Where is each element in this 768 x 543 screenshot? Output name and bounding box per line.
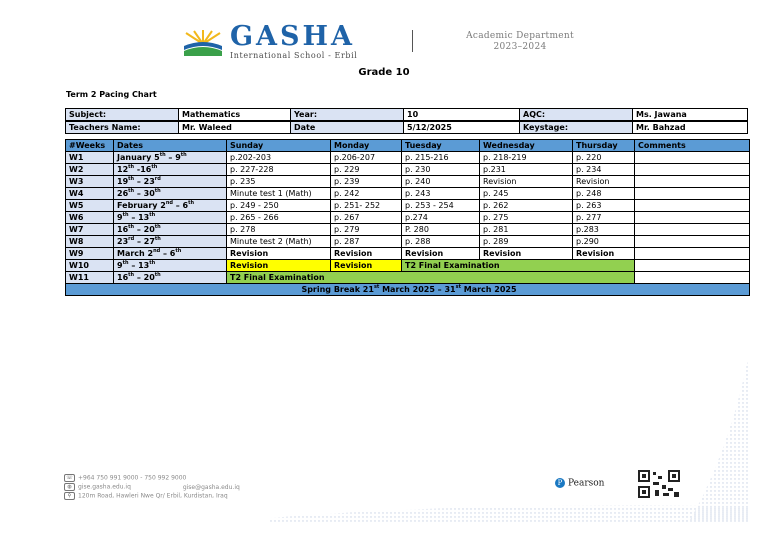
sunday-cell: p. 227-228 xyxy=(227,164,331,176)
department-name: Academic Department xyxy=(466,31,574,41)
keystage-value: Mr. Bahzad xyxy=(633,122,748,134)
department-label xyxy=(430,31,610,53)
globe-icon: ◍ xyxy=(64,483,75,491)
col-wednesday: Wednesday xyxy=(480,140,573,152)
sun-logo-icon xyxy=(182,30,224,56)
tuesday-cell: p. 215-216 xyxy=(402,152,480,164)
pearson-logo xyxy=(555,478,604,489)
monday-cell: p. 279 xyxy=(331,224,402,236)
year-value: 10 xyxy=(404,109,520,121)
subject-label: Subject: xyxy=(66,109,179,121)
dates-cell: 16th – 20th xyxy=(114,272,227,284)
table-row xyxy=(66,224,750,236)
thursday-cell: p. 248 xyxy=(573,188,635,200)
monday-cell: p.206-207 xyxy=(331,152,402,164)
decorative-dots xyxy=(690,350,750,520)
phone-icon: ☏ xyxy=(64,474,75,482)
week-cell: W11 xyxy=(66,272,114,284)
keystage-label: Keystage: xyxy=(520,122,633,134)
wednesday-cell: Revision xyxy=(480,176,573,188)
email-text: gise@gasha.edu.iq xyxy=(182,483,240,491)
decorative-wave xyxy=(270,500,750,522)
wednesday-cell: p. 275 xyxy=(480,212,573,224)
dates-cell: 19th – 23rd xyxy=(114,176,227,188)
header-divider xyxy=(412,30,413,52)
table-row xyxy=(66,164,750,176)
table-row xyxy=(66,212,750,224)
col-tuesday: Tuesday xyxy=(402,140,480,152)
thursday-cell: Revision xyxy=(573,176,635,188)
dates-cell: 26th – 30th xyxy=(114,188,227,200)
col-sunday: Sunday xyxy=(227,140,331,152)
comments-cell xyxy=(635,224,750,236)
tuesday-cell: p. 243 xyxy=(402,188,480,200)
week-cell: W4 xyxy=(66,188,114,200)
week-cell: W7 xyxy=(66,224,114,236)
wednesday-cell: p. 245 xyxy=(480,188,573,200)
monday-cell: p. 251- 252 xyxy=(331,200,402,212)
exam-cell: T2 Final Examination xyxy=(227,272,635,284)
thursday-cell: p. 234 xyxy=(573,164,635,176)
spring-break-text: Spring Break 21st March 2025 – 31st March 2025 xyxy=(301,284,517,294)
comments-cell xyxy=(635,176,750,188)
tuesday-cell: p. 230 xyxy=(402,164,480,176)
sunday-cell: Minute test 2 (Math) xyxy=(227,236,331,248)
week-cell: W2 xyxy=(66,164,114,176)
dates-cell: February 2nd – 6th xyxy=(114,200,227,212)
dates-cell: 12th -16th xyxy=(114,164,227,176)
school-subtitle: International School - Erbil xyxy=(230,51,358,60)
week-cell: W8 xyxy=(66,236,114,248)
col-dates: Dates xyxy=(114,140,227,152)
table-header-row xyxy=(66,140,750,152)
col-monday: Monday xyxy=(331,140,402,152)
thursday-cell: Revision xyxy=(573,248,635,260)
date-label: Date xyxy=(291,122,404,134)
phone-text: +964 750 991 9000 - 750 992 9000 xyxy=(78,474,187,482)
comments-cell xyxy=(635,272,750,284)
sunday-cell: Revision xyxy=(227,248,331,260)
teachers-value: Mr. Waleed xyxy=(179,122,291,134)
footer-web xyxy=(64,483,240,491)
tuesday-cell: Revision xyxy=(402,248,480,260)
footer-address xyxy=(64,492,228,500)
academic-year: 2023–2024 xyxy=(493,42,547,52)
week-cell: W3 xyxy=(66,176,114,188)
wednesday-cell: Revision xyxy=(480,248,573,260)
dates-cell: 9th – 13th xyxy=(114,212,227,224)
location-icon: ⚲ xyxy=(64,492,75,500)
dates-cell: 9th – 13th xyxy=(114,260,227,272)
school-logo xyxy=(182,21,412,60)
comments-cell xyxy=(635,188,750,200)
table-row xyxy=(66,272,750,284)
monday-cell: Revision xyxy=(331,248,402,260)
table-row xyxy=(66,176,750,188)
comments-cell xyxy=(635,212,750,224)
dates-cell: 16th – 20th xyxy=(114,224,227,236)
dates-cell: January 5th – 9th xyxy=(114,152,227,164)
comments-cell xyxy=(635,260,750,272)
wednesday-cell: p. 262 xyxy=(480,200,573,212)
wednesday-cell: p. 289 xyxy=(480,236,573,248)
monday-cell: p. 267 xyxy=(331,212,402,224)
col-thursday: Thursday xyxy=(573,140,635,152)
comments-cell xyxy=(635,152,750,164)
sunday-cell: p.202-203 xyxy=(227,152,331,164)
table-row xyxy=(66,200,750,212)
footer-phone xyxy=(64,474,186,482)
thursday-cell: p.290 xyxy=(573,236,635,248)
comments-cell xyxy=(635,248,750,260)
week-cell: W5 xyxy=(66,200,114,212)
aqc-value: Ms. Jawana xyxy=(633,109,748,121)
table-row xyxy=(66,248,750,260)
wednesday-cell: p.231 xyxy=(480,164,573,176)
comments-cell xyxy=(635,200,750,212)
subject-value: Mathematics xyxy=(179,109,291,121)
dates-cell: 23rd – 27th xyxy=(114,236,227,248)
sunday-cell: Revision xyxy=(227,260,331,272)
week-cell: W6 xyxy=(66,212,114,224)
tuesday-cell: p. 288 xyxy=(402,236,480,248)
date-value: 5/12/2025 xyxy=(404,122,520,134)
pearson-text: Pearson xyxy=(568,478,605,489)
col-weeks: #Weeks xyxy=(66,140,114,152)
week-cell: W1 xyxy=(66,152,114,164)
aqc-label: AQC: xyxy=(520,109,633,121)
address-text: 120m Road, Hawleri Nwe Qr/ Erbil, Kurdistan, Iraq xyxy=(78,492,228,500)
table-row xyxy=(66,188,750,200)
comments-cell xyxy=(635,164,750,176)
year-label: Year: xyxy=(291,109,404,121)
thursday-cell: p.283 xyxy=(573,224,635,236)
web-text: gise.gasha.edu.iq xyxy=(78,483,131,491)
spring-break-cell xyxy=(66,284,750,296)
wednesday-cell: p. 281 xyxy=(480,224,573,236)
exam-cell: T2 Final Examination xyxy=(402,260,635,272)
info-table-row2 xyxy=(65,121,748,134)
thursday-cell: p. 263 xyxy=(573,200,635,212)
col-comments: Comments xyxy=(635,140,750,152)
thursday-cell: p. 220 xyxy=(573,152,635,164)
monday-cell: p. 287 xyxy=(331,236,402,248)
tuesday-cell: p.274 xyxy=(402,212,480,224)
table-row xyxy=(66,152,750,164)
tuesday-cell: P. 280 xyxy=(402,224,480,236)
chart-title: Term 2 Pacing Chart xyxy=(66,90,157,99)
spring-break-row xyxy=(66,284,750,296)
qr-code-icon xyxy=(638,470,680,498)
table-row xyxy=(66,236,750,248)
comments-cell xyxy=(635,236,750,248)
sunday-cell: p. 249 - 250 xyxy=(227,200,331,212)
school-name: GASHA xyxy=(230,21,355,52)
monday-cell: p. 239 xyxy=(331,176,402,188)
pacing-table xyxy=(65,139,750,296)
sunday-cell: p. 235 xyxy=(227,176,331,188)
week-cell: W10 xyxy=(66,260,114,272)
sunday-cell: p. 278 xyxy=(227,224,331,236)
wednesday-cell: p. 218-219 xyxy=(480,152,573,164)
sunday-cell: Minute test 1 (Math) xyxy=(227,188,331,200)
week-cell: W9 xyxy=(66,248,114,260)
pearson-icon: P xyxy=(555,478,565,488)
grade-title: Grade 10 xyxy=(358,67,410,78)
sunday-cell: p. 265 - 266 xyxy=(227,212,331,224)
monday-cell: p. 229 xyxy=(331,164,402,176)
thursday-cell: p. 277 xyxy=(573,212,635,224)
info-table-row1 xyxy=(65,108,748,121)
teachers-label: Teachers Name: xyxy=(66,122,179,134)
monday-cell: Revision xyxy=(331,260,402,272)
tuesday-cell: p. 240 xyxy=(402,176,480,188)
tuesday-cell: p. 253 - 254 xyxy=(402,200,480,212)
monday-cell: p. 242 xyxy=(331,188,402,200)
dates-cell: March 2nd – 6th xyxy=(114,248,227,260)
table-row xyxy=(66,260,750,272)
